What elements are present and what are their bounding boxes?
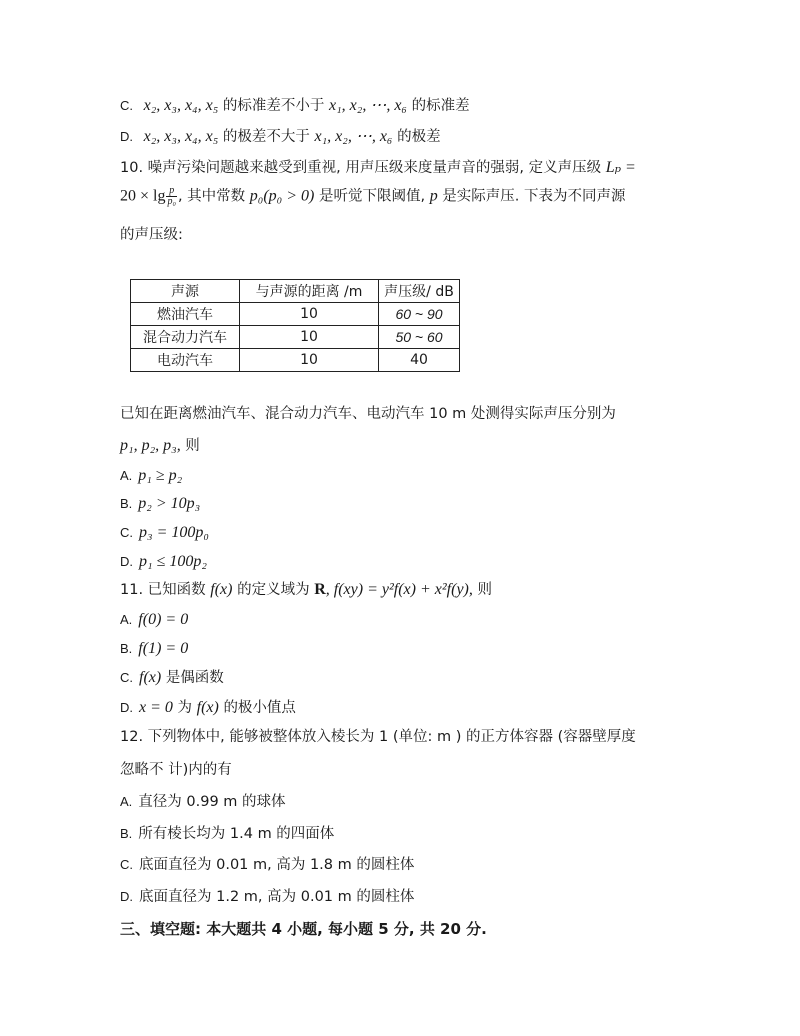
q10-option-d: D. p₁ ≤ 100p₂ xyxy=(120,553,207,570)
table-cell: 混合动力汽车 xyxy=(131,326,240,349)
q12-option-d: D. 底面直径为 1.2 m, 高为 0.01 m 的圆柱体 xyxy=(120,889,415,905)
q11-option-a: A. f(0) = 0 xyxy=(120,611,189,628)
q11-option-c: C. f(x) 是偶函数 xyxy=(120,669,224,686)
q12-stem-line2: 忽略不 计)内的有 xyxy=(120,762,232,778)
q10-stem-line2: 20 × lg $\frac{p}{\text{p₀}}$ , 其中常数 p₀(p₀ > 0) 是听觉下限阈值, p 是实际声压. 下表为不同声源 xyxy=(120,185,626,207)
q10-stem-line1: 10. 噪声污染问题越来越受到重视, 用声压级来度量声音的强弱, 定义声压级 Lₚ = xyxy=(120,159,636,176)
section-heading-fill-in: 三、填空题: 本大题共 4 小题, 每小题 5 分, 共 20 分. xyxy=(120,920,487,938)
table-cell: 10 xyxy=(240,349,379,372)
table-header: 声源 xyxy=(131,280,240,303)
table-cell: 60 ~ 90 xyxy=(379,303,460,326)
table-header: 声压级/ dB xyxy=(379,280,460,303)
table-row xyxy=(131,326,460,349)
fraction-p-over-p0: $\frac{p}{\text{p₀}}$ xyxy=(167,185,176,207)
table-cell: 电动汽车 xyxy=(131,349,240,372)
q9-option-d: D. x₂, x₃, x₄, x₅ 的极差不大于 x₁, x₂, ⋯, x₆ 的极差 xyxy=(120,128,441,145)
q12-stem-line1: 12. 下列物体中, 能够被整体放入棱长为 1 (单位: m ) 的正方体容器 (容器壁厚度 xyxy=(120,729,636,745)
table-cell: 50 ~ 60 xyxy=(379,326,460,349)
q10-option-c: C. p₃ = 100p₀ xyxy=(120,524,209,541)
table-header: 与声源的距离 /m xyxy=(240,280,379,303)
table-cell: 10 xyxy=(240,303,379,326)
q10-stem-line3: 的声压级: xyxy=(120,227,183,243)
table-cell: 燃油汽车 xyxy=(131,303,240,326)
q11-option-b: B. f(1) = 0 xyxy=(120,640,189,657)
table-cell: 10 xyxy=(240,326,379,349)
table-row xyxy=(131,349,460,372)
q11-stem: 11. 已知函数 f(x) 的定义域为 R, f(xy) = y²f(x) + x²f(y), 则 xyxy=(120,581,492,598)
q10-option-a: A. p₁ ≥ p₂ xyxy=(120,467,183,484)
table-row xyxy=(131,303,460,326)
q10-after-line1: 已知在距离燃油汽车、混合动力汽车、电动汽车 10 m 处测得实际声压分别为 xyxy=(120,406,616,422)
table-header-row xyxy=(131,280,460,303)
q10-after-line2: p₁, p₂, p₃, 则 xyxy=(120,437,200,454)
q12-option-c: C. 底面直径为 0.01 m, 高为 1.8 m 的圆柱体 xyxy=(120,857,415,873)
q10-option-b: B. p₂ > 10p₃ xyxy=(120,495,201,512)
sound-level-table xyxy=(130,279,460,372)
q12-option-b: B. 所有棱长均为 1.4 m 的四面体 xyxy=(120,826,335,842)
table-cell: 40 xyxy=(379,349,460,372)
q11-option-d: D. x = 0 为 f(x) 的极小值点 xyxy=(120,699,296,716)
q12-option-a: A. 直径为 0.99 m 的球体 xyxy=(120,794,286,810)
q9-option-c: C. x₂, x₃, x₄, x₅ 的标准差不小于 x₁, x₂, ⋯, x₆ 的标准差 xyxy=(120,97,470,114)
